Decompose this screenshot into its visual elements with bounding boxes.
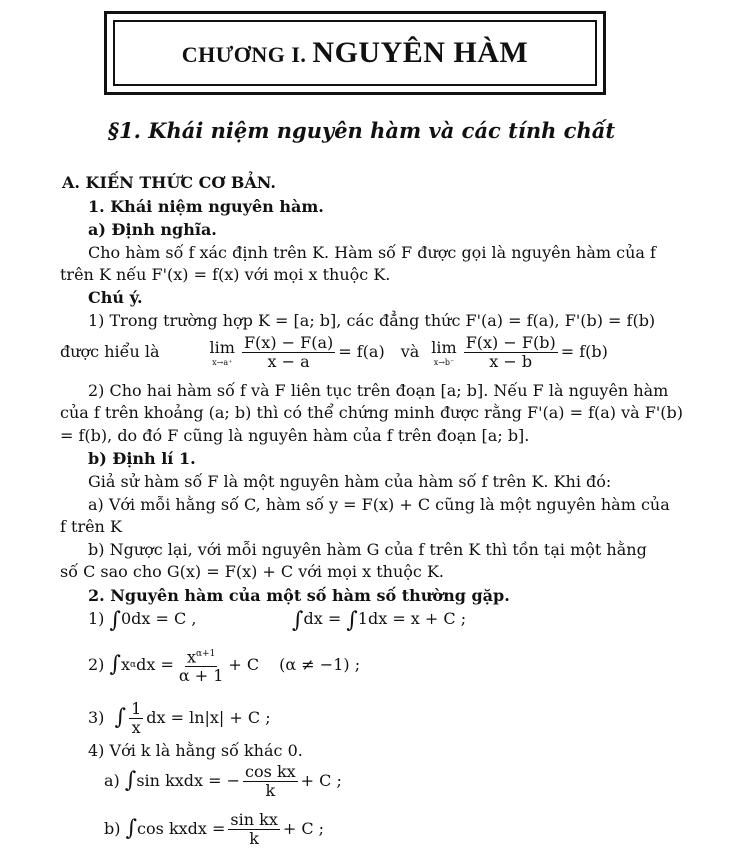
formula-3-fraction <box>129 700 143 737</box>
formula-4b-numerator: sin kx <box>230 809 278 829</box>
note-2-line-3: = f(b), do đó F cũng là nguyên hàm của f trên đoạn [a; b]. <box>60 426 530 445</box>
definition-line-1: Cho hàm số f xác định trên K. Hàm số F được gọi là nguyên hàm của f <box>88 243 656 262</box>
section-title: §1. Khái niệm nguyên hàm và các tính chất <box>108 118 616 143</box>
formula-4b-denominator: k <box>249 828 259 848</box>
formula-2-base: x <box>120 655 131 674</box>
formula-4b-lhs: cos kxdx = <box>137 819 226 838</box>
formula-3 <box>88 697 271 739</box>
theorem-b-line-1: b) Ngược lại, với mỗi nguyên hàm G của f trên K thì tồn tại một hằng <box>88 540 647 559</box>
theorem-a-line-1: a) Với mỗi hằng số C, hàm số y = F(x) + C cũng là một nguyên hàm của <box>88 495 670 514</box>
formula-1-left: 0dx = C , <box>120 609 197 628</box>
formula-2-numerator <box>185 645 217 667</box>
formula-4a-numerator: cos kx <box>245 761 296 781</box>
formula-4a-denominator: k <box>265 780 276 800</box>
note-2-line-1: 2) Cho hai hàm số f và F liên tục trên đoạn [a; b]. Nếu F là nguyên hàm <box>88 381 669 400</box>
note-1-line-1: 1) Trong trường hợp K = [a; b], các đẳng thức F'(a) = f(a), F'(b) = f(b) <box>88 311 656 330</box>
limit-a-rhs: = f(a) <box>338 342 385 361</box>
formula-4-intro: 4) Với k là hằng số khác 0. <box>88 741 303 760</box>
subsection-2-heading: 2. Nguyên hàm của một số hàm số thường gặp. <box>88 586 510 605</box>
theorem-b-line-2: số C sao cho G(x) = F(x) + C với mọi x thuộc K. <box>60 562 444 581</box>
integral-symbol: ∫ <box>346 608 358 633</box>
formula-4a-tail: + C ; <box>300 771 342 790</box>
theorem-heading: b) Định lí 1. <box>88 449 196 468</box>
formula-2-num-base: x <box>186 647 196 667</box>
formula-1-right-b: 1dx = x + C ; <box>357 609 467 628</box>
limit-b <box>431 337 456 367</box>
formula-2-condition: (α ≠ −1) ; <box>279 655 361 674</box>
limits-line <box>60 332 608 372</box>
formula-2 <box>88 643 360 687</box>
note-2-line-2: của f trên khoảng (a; b) thì có thể chứng minh được rằng F'(a) = f(a) và F'(b) <box>60 403 684 422</box>
formula-1-right-a: dx = <box>303 609 347 628</box>
limit-a-operator: lim <box>209 338 235 357</box>
integral-symbol: ∫ <box>109 652 121 677</box>
formula-4b-fraction <box>228 811 279 848</box>
formula-3-numerator: 1 <box>131 698 142 718</box>
definition-heading: a) Định nghĩa. <box>88 220 217 239</box>
formula-1 <box>88 608 196 632</box>
chapter-frame <box>113 20 597 86</box>
subsection-1-heading: 1. Khái niệm nguyên hàm. <box>88 197 324 216</box>
chapter-name: NGUYÊN HÀM <box>312 36 529 69</box>
part-a-heading: A. KIẾN THỨC CƠ BẢN. <box>62 173 276 192</box>
formula-4a-lhs: sin kxdx = <box>136 771 222 790</box>
formula-2-exponent: α <box>130 660 137 670</box>
integral-symbol: ∫ <box>292 608 304 633</box>
limits-lead-text: được hiểu là <box>60 342 160 361</box>
formula-4a-fraction <box>243 763 298 800</box>
limit-b-fraction <box>464 334 558 371</box>
limit-a-numerator: F(x) − F(a) <box>243 332 334 352</box>
limit-a-sub: x→a⁺ <box>212 358 233 367</box>
limit-a-fraction <box>242 334 335 371</box>
formula-4a-sign: − <box>226 771 241 790</box>
formula-2-number: 2) <box>88 655 105 674</box>
definition-line-2: trên K nếu F'(x) = f(x) với mọi x thuộc K. <box>60 265 391 284</box>
formula-2-fraction <box>177 645 226 685</box>
limit-b-sub: x→b⁻ <box>433 358 455 367</box>
formula-4a-number: a) <box>104 771 120 790</box>
integral-symbol: ∫ <box>124 768 137 793</box>
integral-symbol: ∫ <box>125 816 138 841</box>
limit-b-denominator: x − b <box>489 351 533 371</box>
chapter-prefix: CHƯƠNG I. <box>181 42 307 67</box>
limit-a-denominator: x − a <box>267 351 310 371</box>
formula-3-number: 3) <box>88 708 105 727</box>
formula-3-denominator: x <box>131 717 141 737</box>
formula-4b-tail: + C ; <box>282 819 325 838</box>
and-word: và <box>400 342 420 361</box>
formula-2-num-exp: α+1 <box>195 648 216 659</box>
note-heading: Chú ý. <box>88 288 143 307</box>
formula-2-denominator: α + 1 <box>178 666 224 686</box>
theorem-intro: Giả sử hàm số F là một nguyên hàm của hàm số f trên K. Khi đó: <box>88 472 612 491</box>
theorem-a-line-2: f trên K <box>60 517 122 536</box>
formula-3-tail: dx = ln|x| + C ; <box>146 708 271 727</box>
chapter-title <box>182 36 529 70</box>
formula-1-number: 1) <box>88 609 105 628</box>
formula-2-tail: + C <box>228 655 260 674</box>
limit-b-rhs: = f(b) <box>560 342 608 361</box>
formula-4b-number: b) <box>104 819 121 838</box>
formula-4b <box>104 808 324 850</box>
formula-1-right <box>292 608 466 632</box>
formula-4a <box>104 760 342 802</box>
formula-2-dx: dx = <box>136 655 174 674</box>
limit-a <box>210 337 235 367</box>
integral-symbol: ∫ <box>114 705 127 730</box>
limit-b-operator: lim <box>431 338 457 357</box>
integral-symbol: ∫ <box>109 608 121 633</box>
limit-b-numerator: F(x) − F(b) <box>465 332 556 352</box>
